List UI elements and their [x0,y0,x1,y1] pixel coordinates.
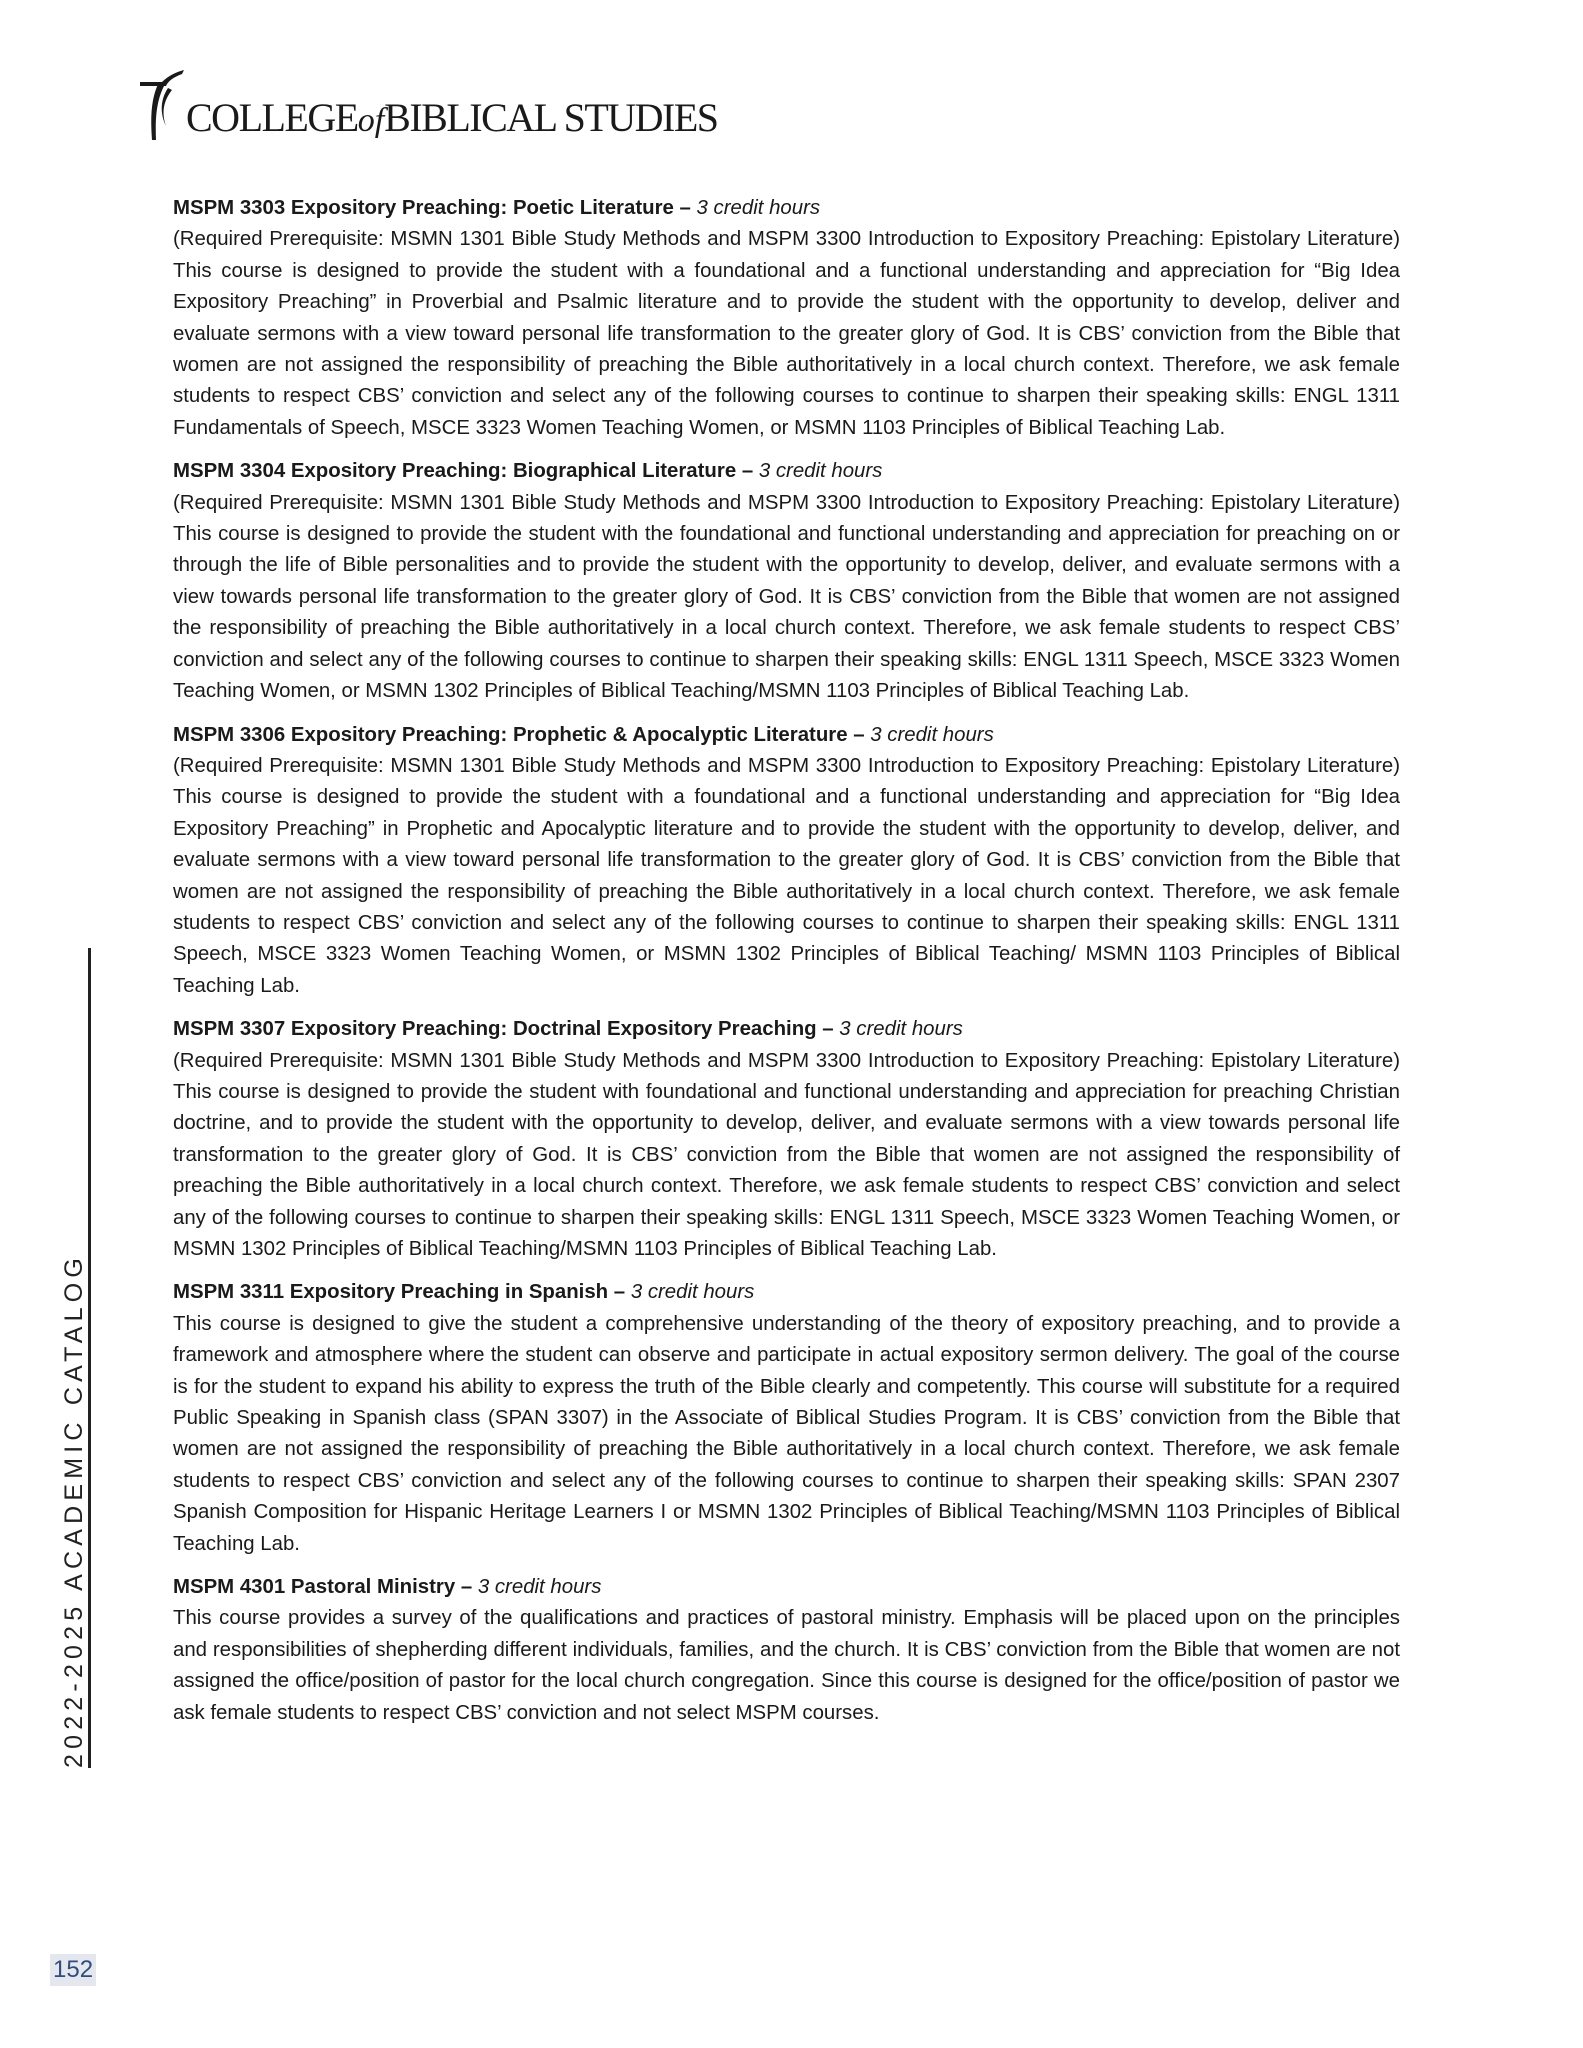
course-entry [173,1572,1400,1729]
course-description: This course is designed to give the student a comprehensive understanding of the theory of expository preaching, and to provide a framework and atmosphere where the student can observe and participate in actual expository sermon delivery. The goal of the course is for the student to expand his ability to express the truth of the Bible clearly and competently. This course will substitute for a required Public Speaking in Spanish class (SPAN 3307) in the Associate of Biblical Studies Program. It is CBS’ conviction from the Bible that women are not assigned the responsibility of preaching the Bible authoritatively in a local church context. Therefore, we ask female students to respect CBS’ conviction and select any of the following courses to continue to sharpen their speaking skills: SPAN 2307 Spanish Composition for Hispanic Heritage Learners I or MSMN 1302 Principles of Biblical Teaching/MSMN 1103 Principles of Biblical Teaching Lab. [173,1312,1400,1555]
dash: – [736,460,759,483]
cross-logo-icon [138,68,186,144]
course-credits: 3 credit hours [630,1281,755,1304]
course-title: MSPM 3311 Expository Preaching in Spanish [173,1281,609,1304]
course-credits: 3 credit hours [696,197,821,219]
course-credits: 3 credit hours [870,723,994,746]
logo-of: of [357,102,385,139]
college-logo [138,68,718,144]
course-credits: 3 credit hours [477,1576,602,1599]
course-credits: 3 credit hours [839,1018,963,1041]
course-credits: 3 credit hours [758,460,883,483]
logo-college: COLLEGE [186,95,358,140]
course-entry [173,1014,1400,1265]
sidebar-rule [88,948,91,1768]
course-description: This course provides a survey of the qualifications and practices of pastoral ministry. Emphasis will be placed upon on the principles and responsibilities of shepherding different individuals, families, and the church. It is CBS’ conviction from the Bible that women are not assigned the office/position of pastor for the local church congregation. Since this course is designed for the office/position of pastor we ask female students to respect CBS’ conviction and not select MSPM courses. [173,1607,1400,1724]
course-entry [173,1277,1400,1560]
course-entry [173,720,1400,1003]
course-entry [173,193,1400,444]
course-description: (Required Prerequisite: MSMN 1301 Bible Study Methods and MSPM 3300 Introduction to Expository Preaching: Epistolary Literature) This course is designed to provide the student with a foundational and a functional understanding and appreciation for “Big Idea Expository Preaching” in Prophetic and Apocalyptic literature and to provide the student with the opportunity to develop, deliver, and evaluate sermons with a view toward personal life transformation to the greater glory of God. It is CBS’ conviction from the Bible that women are not assigned the responsibility of preaching the Bible authoritatively in a local church context. Therefore, we ask female students to respect CBS’ conviction and select any of the following courses to continue to sharpen their speaking skills: ENGL 1311 Speech, MSCE 3323 Women Teaching Women, or MSMN 1302 Principles of Biblical Teaching/ MSMN 1103 Principles of Biblical Teaching Lab. [173,754,1400,997]
course-title: MSPM 3304 Expository Preaching: Biographical Literature [173,460,737,483]
course-title: MSPM 4301 Pastoral Ministry [173,1576,456,1599]
dash: – [673,197,697,219]
course-entry [173,456,1400,707]
dash: – [816,1018,840,1041]
dash: – [847,723,871,746]
catalog-label: 2022-2025 ACADEMIC CATALOG [60,1253,88,1768]
course-title: MSPM 3303 Expository Preaching: Poetic Literature [173,197,674,219]
dash: – [608,1281,631,1304]
logo-text [186,95,718,144]
logo-biblical-studies: BIBLICAL STUDIES [384,95,718,140]
course-title: MSPM 3307 Expository Preaching: Doctrinal Expository Preaching [173,1018,817,1041]
course-description: (Required Prerequisite: MSMN 1301 Bible Study Methods and MSPM 3300 Introduction to Expository Preaching: Epistolary Literature) This course is designed to provide the student with a foundational and a functional understanding and appreciation for “Big Idea Expository Preaching” in Proverbial and Psalmic literature and to provide the student with the opportunity to develop, deliver and evaluate sermons with a view toward personal life transformation to the greater glory of God. It is CBS’ conviction from the Bible that women are not assigned the responsibility of preaching the Bible authoritatively in a local church context. Therefore, we ask female students to respect CBS’ conviction and select any of the following courses to continue to sharpen their speaking skills: ENGL 1311 Fundamentals of Speech, MSCE 3323 Women Teaching Women, or MSMN 1103 Principles of Biblical Teaching Lab. [173,228,1400,439]
course-description: (Required Prerequisite: MSMN 1301 Bible Study Methods and MSPM 3300 Introduction to Expository Preaching: Epistolary Literature) This course is designed to provide the student with the foundational and functional understanding and appreciation for preaching on or through the life of Bible personalities and to provide the student with the opportunity to develop, deliver, and evaluate sermons with a view towards personal life transformation to the greater glory of God. It is CBS’ conviction from the Bible that women are not assigned the responsibility of preaching the Bible authoritatively in a local church context. Therefore, we ask female students to respect CBS’ conviction and select any of the following courses to continue to sharpen their speaking skills: ENGL 1311 Speech, MSCE 3323 Women Teaching Women, or MSMN 1302 Principles of Biblical Teaching/MSMN 1103 Principles of Biblical Teaching Lab. [173,491,1400,703]
course-list [173,193,1400,1741]
course-description: (Required Prerequisite: MSMN 1301 Bible Study Methods and MSPM 3300 Introduction to Expository Preaching: Epistolary Literature) This course is designed to provide the student with foundational and functional understanding and appreciation for preaching Christian doctrine, and to provide the student with the opportunity to develop, deliver, and evaluate sermons with a view towards personal life transformation to the greater glory of God. It is CBS’ conviction from the Bible that women are not assigned the responsibility of preaching the Bible authoritatively in a local church context. Therefore, we ask female students to respect CBS’ conviction and select any of the following courses to continue to sharpen their speaking skills: ENGL 1311 Speech, MSCE 3323 Women Teaching Women, or MSMN 1302 Principles of Biblical Teaching/MSMN 1103 Principles of Biblical Teaching Lab. [173,1049,1400,1260]
page-number: 152 [50,1954,96,1986]
dash: – [455,1576,478,1599]
course-title: MSPM 3306 Expository Preaching: Prophetic & Apocalyptic Literature [173,723,848,746]
